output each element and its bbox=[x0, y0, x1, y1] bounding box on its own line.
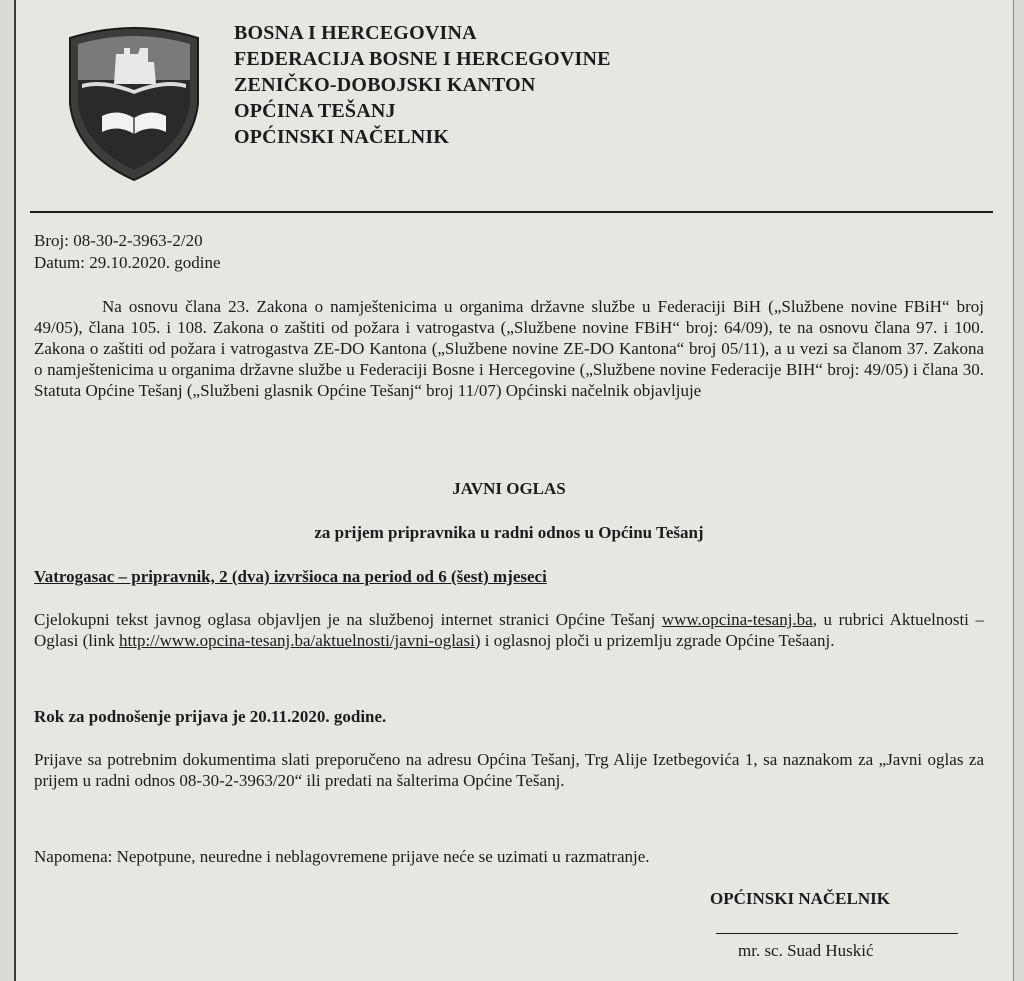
signature-title: OPĆINSKI NAČELNIK bbox=[710, 889, 890, 908]
municipality-crest-logo bbox=[64, 24, 204, 184]
publication-paragraph bbox=[34, 609, 984, 651]
document-page bbox=[14, 0, 1014, 981]
municipality-website-link[interactable]: www.opcina-tesanj.ba bbox=[661, 610, 813, 629]
announcement-title: JAVNI OGLAS bbox=[452, 479, 566, 498]
header-line-canton: ZENIČKO-DOBOJSKI KANTON bbox=[234, 74, 536, 96]
position-heading: Vatrogasac – pripravnik, 2 (dva) izvršioca na period od 6 (šest) mjeseci bbox=[34, 567, 547, 586]
announcement-subtitle: za prijem pripravnika u radni odnos u Općinu Tešanj bbox=[314, 523, 704, 542]
note-paragraph: Napomena: Nepotpune, neuredne i neblagovremene prijave neće se uzimati u razmatranje. bbox=[34, 847, 650, 866]
publication-text-middle: , u rubrici Aktuelnosti – Oglasi (link bbox=[34, 610, 984, 650]
document-number: Broj: 08-30-2-3963-2/20 bbox=[34, 231, 203, 250]
intro-paragraph: Na osnovu člana 23. Zakona o namještenicima u organima državne službe u Federaciji BiH („Službene novine FBiH“ broj 49/05), člana 105. i 108. Zakona o zaštiti od požara i vatrogastva („Službene novine FBiH“ broj: 64/09), te na osnovu člana 97. i 100. Zakona o zaštiti od požara i vatrogastva ZE-DO Kantona („Službene novine ZE-DO Kantona“ broj 05/11), a u vezi sa članom 37. Zakona o namještenicima u organima državne službe u Federaciji Bosne i Hercegovine („Službene novine Federacije BIH“ broj: 49/05) i člana 30. Statuta Općine Tešanj („Službeni glasnik Općine Tešanj“ broj 11/07) Općinski načelnik objavljuje bbox=[34, 297, 984, 400]
submission-paragraph: Prijave sa potrebnim dokumentima slati preporučeno na adresu Općina Tešanj, Trg Alije Izetbegovića 1, sa naznakom za „Javni oglas za prijem u radni odnos 08-30-2-3963/20“ ili predati na šalterima Općine Tešanj. bbox=[34, 750, 984, 790]
publication-text-start: Cjelokupni tekst javnog oglasa objavljen je na službenoj internet stranici Općine Tešanj bbox=[34, 610, 662, 629]
header-line-federation: FEDERACIJA BOSNE I HERCEGOVINE bbox=[234, 48, 611, 70]
deadline-notice: Rok za podnošenje prijava je 20.11.2020. godine. bbox=[34, 707, 387, 726]
announcements-page-link[interactable]: http://www.opcina-tesanj.ba/aktuelnosti/javni-oglasi bbox=[119, 631, 475, 650]
header-line-municipality: OPĆINA TEŠANJ bbox=[234, 100, 396, 122]
document-header bbox=[234, 20, 611, 150]
document-date: Datum: 29.10.2020. godine bbox=[34, 253, 221, 272]
signature-name: mr. sc. Suad Huskić bbox=[738, 941, 874, 960]
header-line-country: BOSNA I HERCEGOVINA bbox=[234, 22, 477, 44]
signature-line bbox=[716, 933, 958, 934]
header-line-office: OPĆINSKI NAČELNIK bbox=[234, 126, 450, 148]
publication-text-end: ) i oglasnoj ploči u prizemlju zgrade Općine Tešaanj. bbox=[474, 631, 835, 650]
header-divider bbox=[30, 211, 993, 213]
